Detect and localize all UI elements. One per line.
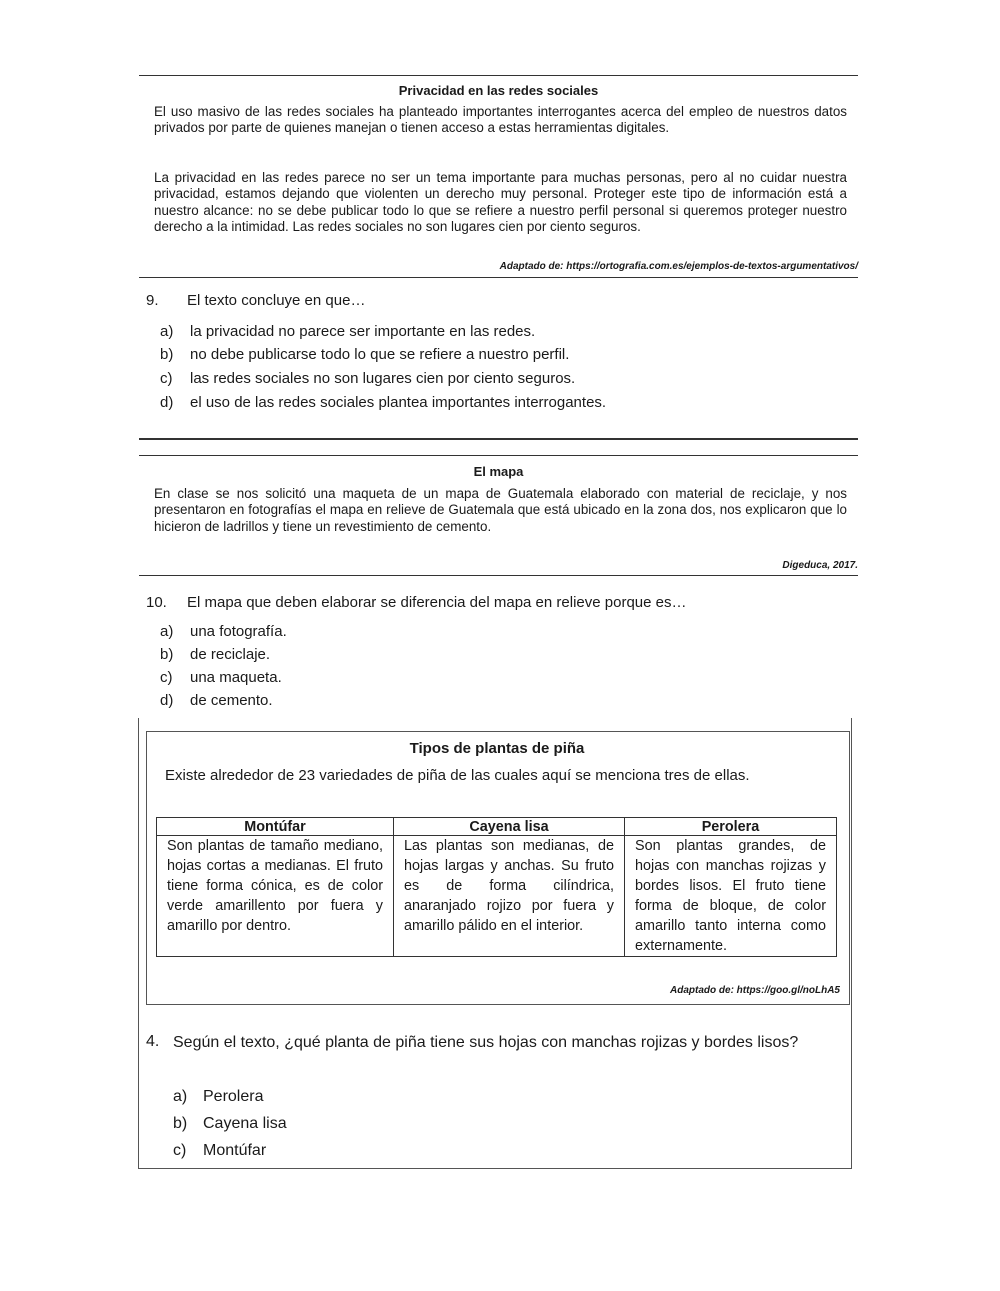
- q9-number: 9.: [146, 292, 159, 309]
- passage1-paragraph-2: La privacidad en las redes parece no ser un tema importante para muchas personas, pero al no cuidar nuestra privacidad, estamos dejando que violenten un derecho muy personal. Proteger este tipo de información está a nuestro alcance: no se debe publicar todo lo que se refiere a nuestro perfil personal si queremos proteger nuestro derecho a la intimidad. Las redes sociales no son lugares cien por ciento seguros.: [154, 170, 847, 235]
- q4-number: 4.: [146, 1033, 160, 1050]
- divider-passage2-bottom: [139, 575, 858, 576]
- passage2-title: El mapa: [473, 464, 524, 479]
- option-text: una fotografía.: [190, 623, 287, 640]
- passage1-paragraph-1: El uso masivo de las redes sociales ha planteado importantes interrogantes acerca del empleo de nuestros datos privados por parte de quienes manejan o tienen acceso a estas herramientas digitales.: [154, 104, 847, 136]
- column-header-perolera: Perolera: [625, 818, 837, 836]
- option-text: no debe publicarse todo lo que se refiere a nuestro perfil.: [190, 346, 570, 363]
- q9-option-a[interactable]: [160, 323, 535, 340]
- divider-passage2-top: [139, 455, 858, 456]
- passage2-source: Digeduca, 2017.: [782, 560, 858, 571]
- table-row: [157, 836, 837, 957]
- divider-passage1-bottom: [139, 277, 858, 278]
- column-header-montufar: Montúfar: [157, 818, 394, 836]
- passage2-paragraph: En clase se nos solicitó una maqueta de un mapa de Guatemala elaborado con material de reciclaje, y nos presentaron en fotografías el mapa en relieve de Guatemala que está ubicado en la zona dos, nos explicaron que lo hicieron de ladrillos y tiene un revestimiento de cemento.: [154, 486, 847, 534]
- option-text: las redes sociales no son lugares cien por ciento seguros.: [190, 370, 576, 387]
- option-letter: a): [173, 1088, 188, 1105]
- q10-option-c[interactable]: [160, 669, 282, 686]
- option-letter: b): [160, 646, 174, 663]
- q4-option-b[interactable]: [173, 1115, 287, 1133]
- passage1-title: Privacidad en las redes sociales: [398, 83, 599, 98]
- cell-montufar: Son plantas de tamaño mediano, hojas cortas a medianas. El fruto tiene forma cónica, es de color verde amarillento por fuera y amarillo por dentro.: [157, 836, 394, 957]
- option-text: Cayena lisa: [203, 1115, 287, 1132]
- option-text: una maqueta.: [190, 669, 282, 686]
- q9-option-d[interactable]: [160, 394, 606, 411]
- option-letter: b): [160, 346, 174, 363]
- option-text: de cemento.: [190, 692, 273, 709]
- q10-number: 10.: [146, 594, 167, 611]
- option-text: la privacidad no parece ser importante en las redes.: [190, 323, 536, 340]
- cell-cayena-lisa: Las plantas son medianas, de hojas largas y anchas. Su fruto es de forma cilíndrica, anaranjado rojizo por fuera y amarillo pálido en el interior.: [394, 836, 625, 957]
- option-text: Perolera: [203, 1088, 264, 1105]
- q10-option-d[interactable]: [160, 692, 273, 709]
- option-letter: c): [160, 669, 173, 686]
- column-header-cayena-lisa: Cayena lisa: [394, 818, 625, 836]
- passage3-source: Adaptado de: https://goo.gl/noLhA5: [670, 985, 840, 996]
- option-letter: d): [160, 692, 174, 709]
- option-letter: c): [160, 370, 173, 387]
- divider-top: [139, 75, 858, 76]
- q4-option-c[interactable]: [173, 1142, 266, 1160]
- option-letter: b): [173, 1115, 188, 1132]
- option-letter: c): [173, 1142, 187, 1159]
- cell-perolera: Son plantas grandes, de hojas con manchas rojizas y bordes lisos. El fruto tiene forma de bloque, de color amarillo tanto interna como externamente.: [625, 836, 837, 957]
- option-letter: a): [160, 323, 174, 340]
- pineapple-table: [156, 817, 837, 957]
- q10-option-a[interactable]: [160, 623, 287, 640]
- option-text: de reciclaje.: [190, 646, 271, 663]
- option-letter: a): [160, 623, 174, 640]
- option-text: Montúfar: [203, 1142, 267, 1159]
- q9-option-b[interactable]: [160, 346, 569, 363]
- passage3-title: Tipos de plantas de piña: [409, 740, 585, 757]
- passage1-source: Adaptado de: https://ortografia.com.es/ejemplos-de-textos-argumentativos/: [499, 261, 858, 272]
- q10-text: El mapa que deben elaborar se diferencia del mapa en relieve porque es…: [187, 594, 687, 611]
- option-text: el uso de las redes sociales plantea importantes interrogantes.: [190, 394, 607, 411]
- q9-option-c[interactable]: [160, 370, 575, 387]
- q4-option-a[interactable]: [173, 1088, 263, 1106]
- q9-text: El texto concluye en que…: [187, 292, 366, 309]
- q4-text: Según el texto, ¿qué planta de piña tiene sus hojas con manchas rojizas y bordes lisos?: [173, 1034, 799, 1051]
- passage3-intro: Existe alrededor de 23 variedades de piña de las cuales aquí se menciona tres de ellas.: [165, 767, 750, 784]
- divider-section: [139, 438, 858, 440]
- q10-option-b[interactable]: [160, 646, 270, 663]
- table-header-row: [157, 818, 837, 836]
- option-letter: d): [160, 394, 174, 411]
